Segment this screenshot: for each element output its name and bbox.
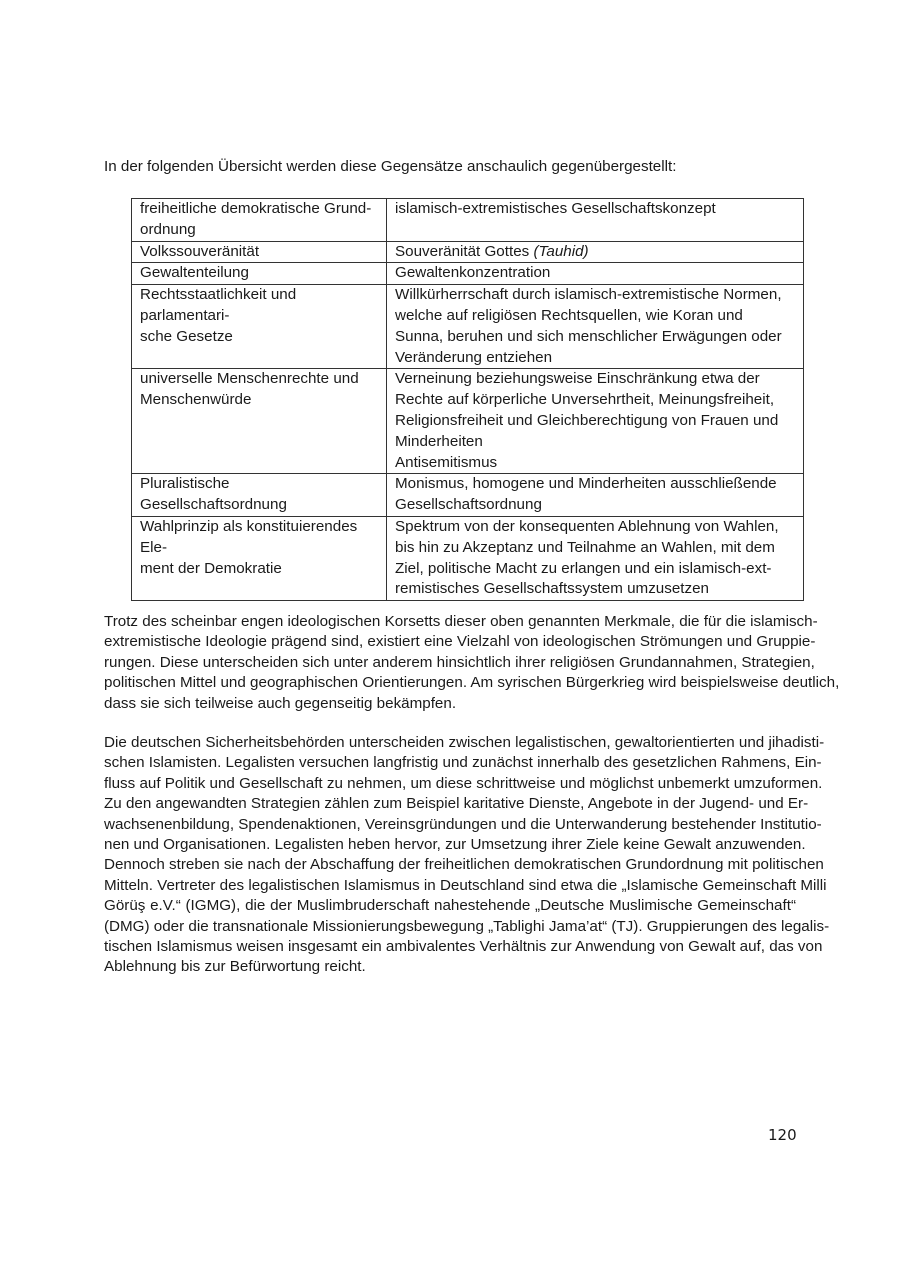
table-cell-right: [387, 199, 804, 242]
paragraph-line: politischen Mittel und geographischen Orientierungen. Am syrischen Bürgerkrieg wird beispielsweise deutlich,: [104, 674, 840, 692]
table-cell-right: [387, 241, 804, 263]
table-cell-right: [387, 285, 804, 369]
paragraph-line: Trotz des scheinbar engen ideologischen Korsetts dieser oben genannten Merkmale, die für die islamisch-: [104, 613, 818, 630]
table-row: [132, 369, 804, 474]
paragraph-line: nen und Organisationen. Legalisten heben hervor, zur Umsetzung ihrer Ziele keine Gewalt anzuwenden.: [104, 836, 806, 854]
cell-line: Religionsfreiheit und Gleichberechtigung von Frauen und: [395, 411, 779, 429]
cell-line: Gewaltenteilung: [140, 264, 249, 282]
cell-line: sche Gesetze: [140, 327, 233, 345]
cell-line: freiheitliche demokratische Grund-: [140, 200, 372, 217]
cell-line: universelle Menschenrechte und: [140, 370, 359, 388]
cell-line: Spektrum von der konsequenten Ablehnung von Wahlen,: [395, 517, 779, 535]
paragraph-line: wachsenenbildung, Spendenaktionen, Vereinsgründungen und die Unterwanderung bestehender Institutio-: [104, 815, 822, 833]
cell-line: Volkssouveränität: [140, 242, 260, 260]
cell-line: ordnung: [140, 220, 196, 238]
cell-line: ment der Demokratie: [140, 559, 282, 577]
cell-line: Rechtsstaatlichkeit und parlamentari-: [140, 286, 297, 324]
paragraph-line: rungen. Diese unterscheiden sich unter anderem hinsichtlich ihrer religiösen Grundannahmen, Strategien,: [104, 653, 815, 671]
intro-sentence: In der folgenden Übersicht werden diese Gegensätze anschaulich gegenübergestellt:: [104, 158, 677, 175]
table-row: [132, 474, 804, 517]
cell-line: Antisemitismus: [395, 453, 498, 471]
cell-text: Souveränität Gottes: [395, 242, 534, 260]
cell-line: Wahlprinzip als konstituierendes Ele-: [140, 517, 358, 556]
table-cell-right: [387, 516, 804, 600]
cell-line: [395, 242, 797, 263]
table-cell-left: [132, 474, 387, 517]
table-row: [132, 241, 804, 263]
table-row: [132, 516, 804, 600]
body-paragraph-1: [104, 612, 840, 714]
cell-italic-term: (Tauhid): [533, 242, 589, 260]
cell-line: Gesellschaftsordnung: [395, 496, 542, 514]
cell-line: Gewaltenkonzentration: [395, 264, 551, 282]
cell-line: Minderheiten: [395, 432, 483, 450]
table-cell-left: [132, 263, 387, 285]
paragraph-line: Die deutschen Sicherheitsbehörden unterscheiden zwischen legalistischen, gewaltorientierten und jihadisti-: [104, 734, 825, 751]
cell-line: islamisch-extremistisches Gesellschaftskonzept: [395, 200, 716, 217]
table-row: [132, 199, 804, 242]
cell-line: bis hin zu Akzeptanz und Teilnahme an Wahlen, mit dem: [395, 538, 775, 556]
table-cell-left: [132, 369, 387, 474]
paragraph-line: Dennoch streben sie nach der Abschaffung der freiheitlichen demokratischen Grundordnung mit politischen: [104, 856, 824, 874]
paragraph-line: dass sie sich teilweise auch gegenseitig bekämpfen.: [104, 694, 457, 712]
cell-line: welche auf religiösen Rechtsquellen, wie Koran und: [395, 306, 743, 324]
cell-line: remistisches Gesellschaftssystem umzusetzen: [395, 580, 709, 598]
table-cell-left: [132, 199, 387, 242]
cell-line: Monismus, homogene und Minderheiten ausschließende: [395, 475, 777, 493]
paragraph-line: (DMG) oder die transnationale Missionierungsbewegung „Tablighi Jama’at“ (TJ). Gruppierungen des legalis-: [104, 917, 830, 935]
body-paragraph-2: [104, 733, 830, 978]
cell-line: Veränderung entziehen: [395, 348, 553, 366]
cell-line: Willkürherrschaft durch islamisch-extremistische Normen,: [395, 286, 782, 304]
paragraph-line: schen Islamisten. Legalisten versuchen langfristig und zunächst innerhalb des gesetzlichen Rahmens, Ein-: [104, 754, 822, 772]
cell-line: Ziel, politische Macht zu erlangen und ein islamisch-ext-: [395, 559, 772, 577]
table-cell-left: [132, 516, 387, 600]
cell-line: Menschenwürde: [140, 391, 252, 409]
cell-line: Verneinung beziehungsweise Einschränkung etwa der: [395, 370, 760, 388]
paragraph-line: tischen Islamismus weisen insgesamt ein ambivalentes Verhältnis zur Anwendung von Gewalt auf, das von: [104, 938, 823, 956]
page-number: 120: [768, 1126, 797, 1144]
cell-line: Rechte auf körperliche Unversehrtheit, Meinungsfreiheit,: [395, 391, 775, 409]
table-cell-right: [387, 474, 804, 517]
table-row: [132, 263, 804, 285]
cell-line: Sunna, beruhen und sich menschlicher Erwägungen oder: [395, 327, 782, 345]
table-cell-right: [387, 369, 804, 474]
table-cell-left: [132, 241, 387, 263]
table-cell-left: [132, 285, 387, 369]
paragraph-line: Ablehnung bis zur Befürwortung reicht.: [104, 958, 366, 976]
table-cell-right: [387, 263, 804, 285]
table-row: [132, 285, 804, 369]
paragraph-line: Mitteln. Vertreter des legalistischen Islamismus in Deutschland sind etwa die „Islamische Gemeinschaft Milli: [104, 876, 827, 894]
paragraph-line: fluss auf Politik und Gesellschaft zu nehmen, um diese schrittweise und möglichst unbemerkt umzuformen.: [104, 774, 823, 792]
paragraph-line: Görüş e.V.“ (IGMG), die der Muslimbruderschaft nahestehende „Deutsche Muslimische Gemeinschaft“: [104, 897, 796, 915]
paragraph-line: Zu den angewandten Strategien zählen zum Beispiel karitative Dienste, Angebote in der Jugend- und Er-: [104, 795, 809, 813]
comparison-table: [131, 198, 804, 601]
paragraph-line: extremistische Ideologie prägend sind, existiert eine Vielzahl von ideologischen Strömungen und Gruppie-: [104, 633, 816, 651]
cell-line: Pluralistische Gesellschaftsordnung: [140, 475, 287, 514]
